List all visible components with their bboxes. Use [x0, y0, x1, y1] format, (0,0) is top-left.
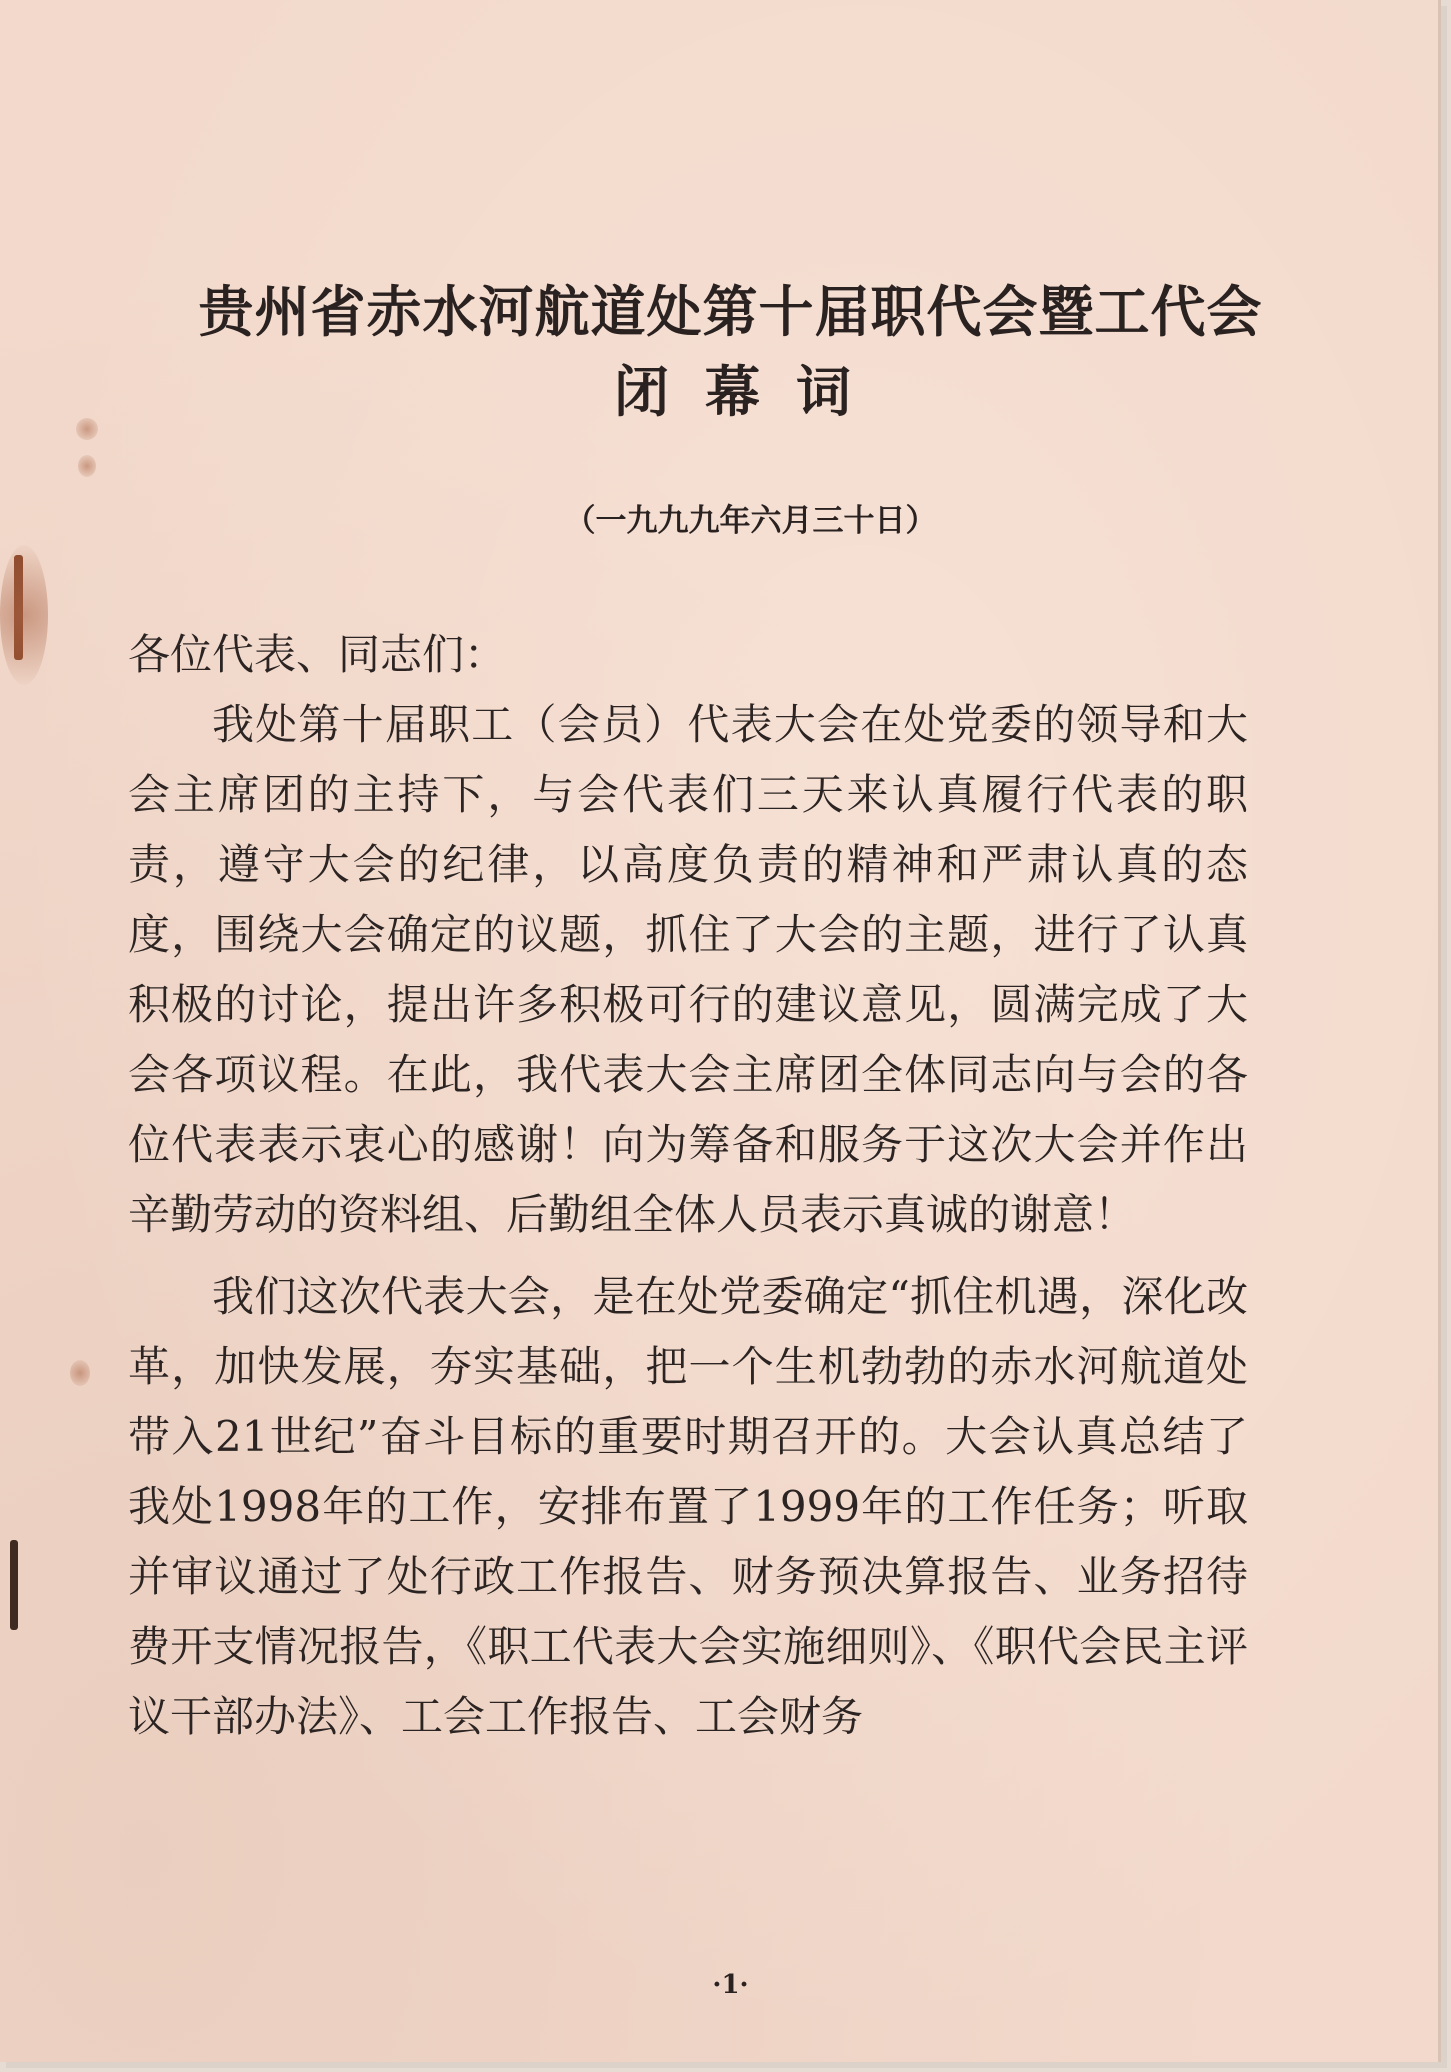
document-date: （一九九九年六月三十日） — [564, 503, 937, 539]
page-number: ·1· — [712, 1970, 749, 2000]
rust-stain — [78, 455, 96, 477]
body-paragraph-2: 我们这次代表大会，是在处党委确定“抓住机遇，深化改革，加快发展，夯实基础，把一个生机勃勃的赤水河航道处带入21世纪”奋斗目标的重要时期召开的。大会认真总结了我处1998年的工作，安排布置了1999年的工作任务；听取并审议通过了处行政工作报告、财务预决算报告、业务招待费开支情况报告，《职工代表大会实施细则》、《职代会民主评议干部办法》、工会工作报告、工会财务 — [128, 1272, 1248, 1741]
document-subtitle: 闭幕词 — [613, 360, 887, 424]
rust-stain — [0, 545, 48, 685]
rust-stain — [70, 1360, 90, 1386]
salutation: 各位代表、同志们： — [128, 630, 507, 679]
document-body — [128, 620, 1248, 1752]
document-title: 贵州省赤水河航道处第十届职代会暨工代会 — [198, 280, 1263, 344]
binding-hole-mark — [10, 1540, 18, 1630]
body-paragraph-1: 我处第十届职工（会员）代表大会在处党委的领导和大会主席团的主持下，与会代表们三天来认真履行代表的职责，遵守大会的纪律，以高度负责的精神和严肃认真的态度，围绕大会确定的议题，抓住了大会的主题，进行了认真积极的讨论，提出许多积极可行的建议意见，圆满完成了大会各项议程。在此，我代表大会主席团全体同志向与会的各位代表表示衷心的感谢！向为筹备和服务于这次大会并作出辛勤劳动的资料组、后勤组全体人员表示真诚的谢意！ — [128, 700, 1248, 1239]
